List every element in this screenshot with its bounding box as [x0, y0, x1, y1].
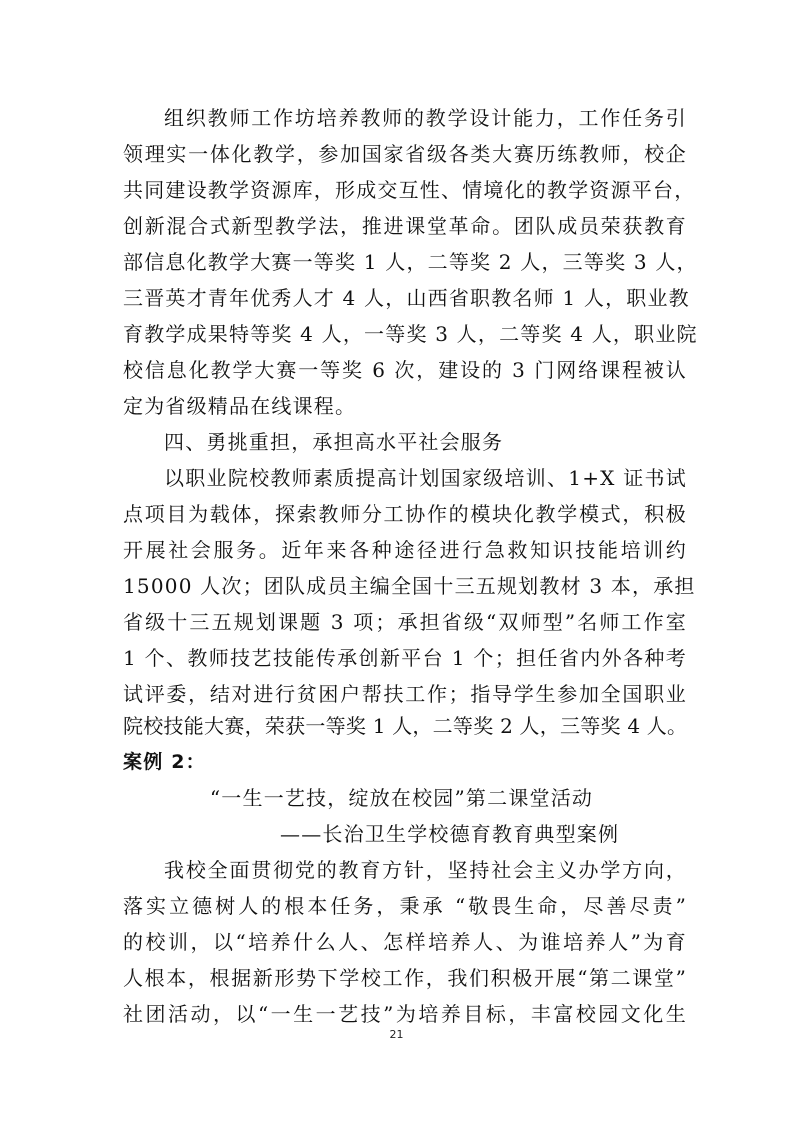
text-line: 共同建设教学资源库，形成交互性、情境化的教学资源平台， [123, 178, 696, 202]
case-title: “一生一艺技，绽放在校园”第二课堂活动 [209, 786, 594, 810]
text-line: 领理实一体化教学，参加国家省级各类大赛历练教师，校企 [123, 142, 687, 166]
text-line: 创新混合式新型教学法，推进课堂革命。团队成员荣获教育 [123, 214, 687, 238]
text-line: 育教学成果特等奖 4 人，一等奖 3 人，二等奖 4 人，职业院 [123, 322, 698, 346]
text-line: 社团活动，以“一生一艺技”为培养目标，丰富校园文化生 [123, 1002, 687, 1026]
text-line: 落实立德树人的根本任务，秉承 “敬畏生命，尽善尽责” [123, 894, 687, 918]
case-label: 案例 2： [123, 751, 206, 773]
text-line: 省级十三五规划课题 3 项；承担省级“双师型”名师工作室 [123, 610, 687, 634]
text-line: 人根本，根据新形势下学校工作，我们积极开展“第二课堂” [123, 966, 687, 990]
text-line: 1 个、教师技艺技能传承创新平台 1 个；担任省内外各种考 [123, 646, 687, 670]
text-line: 试评委，结对进行贫困户帮扶工作；指导学生参加全国职业 [123, 682, 687, 706]
section-heading: 四、勇挑重担，承担高水平社会服务 [164, 430, 504, 454]
text-line: 开展社会服务。近年来各种途径进行急救知识技能培训约 [123, 538, 687, 562]
text-line: 定为省级精品在线课程。 [123, 394, 357, 418]
text-line: 部信息化教学大赛一等奖 1 人，二等奖 2 人，三等奖 3 人， [123, 250, 698, 274]
case-subtitle: ——长治卫生学校德育教育典型案例 [280, 822, 620, 846]
text-line: 的校训，以“培养什么人、怎样培养人、为谁培养人”为育 [123, 930, 687, 954]
text-line: 点项目为载体，探索教师分工协作的模块化教学模式，积极 [123, 502, 687, 526]
text-line: 校信息化教学大赛一等奖 6 次，建设的 3 门网络课程被认 [123, 358, 687, 382]
text-line: 院校技能大赛，荣获一等奖 1 人，二等奖 2 人，三等奖 4 人。 [123, 714, 687, 738]
text-line: 以职业院校教师素质提高计划国家级培训、1+X 证书试 [164, 466, 687, 490]
text-line: 三晋英才青年优秀人才 4 人，山西省职教名师 1 人，职业教 [123, 286, 690, 310]
text-line: 15000 人次；团队成员主编全国十三五规划教材 3 本，承担 [123, 574, 696, 598]
text-line: 组织教师工作坊培养教师的教学设计能力，工作任务引 [164, 106, 687, 130]
page-number: 21 [389, 1028, 404, 1041]
text-line: 我校全面贯彻党的教育方针，坚持社会主义办学方向， [164, 858, 687, 882]
